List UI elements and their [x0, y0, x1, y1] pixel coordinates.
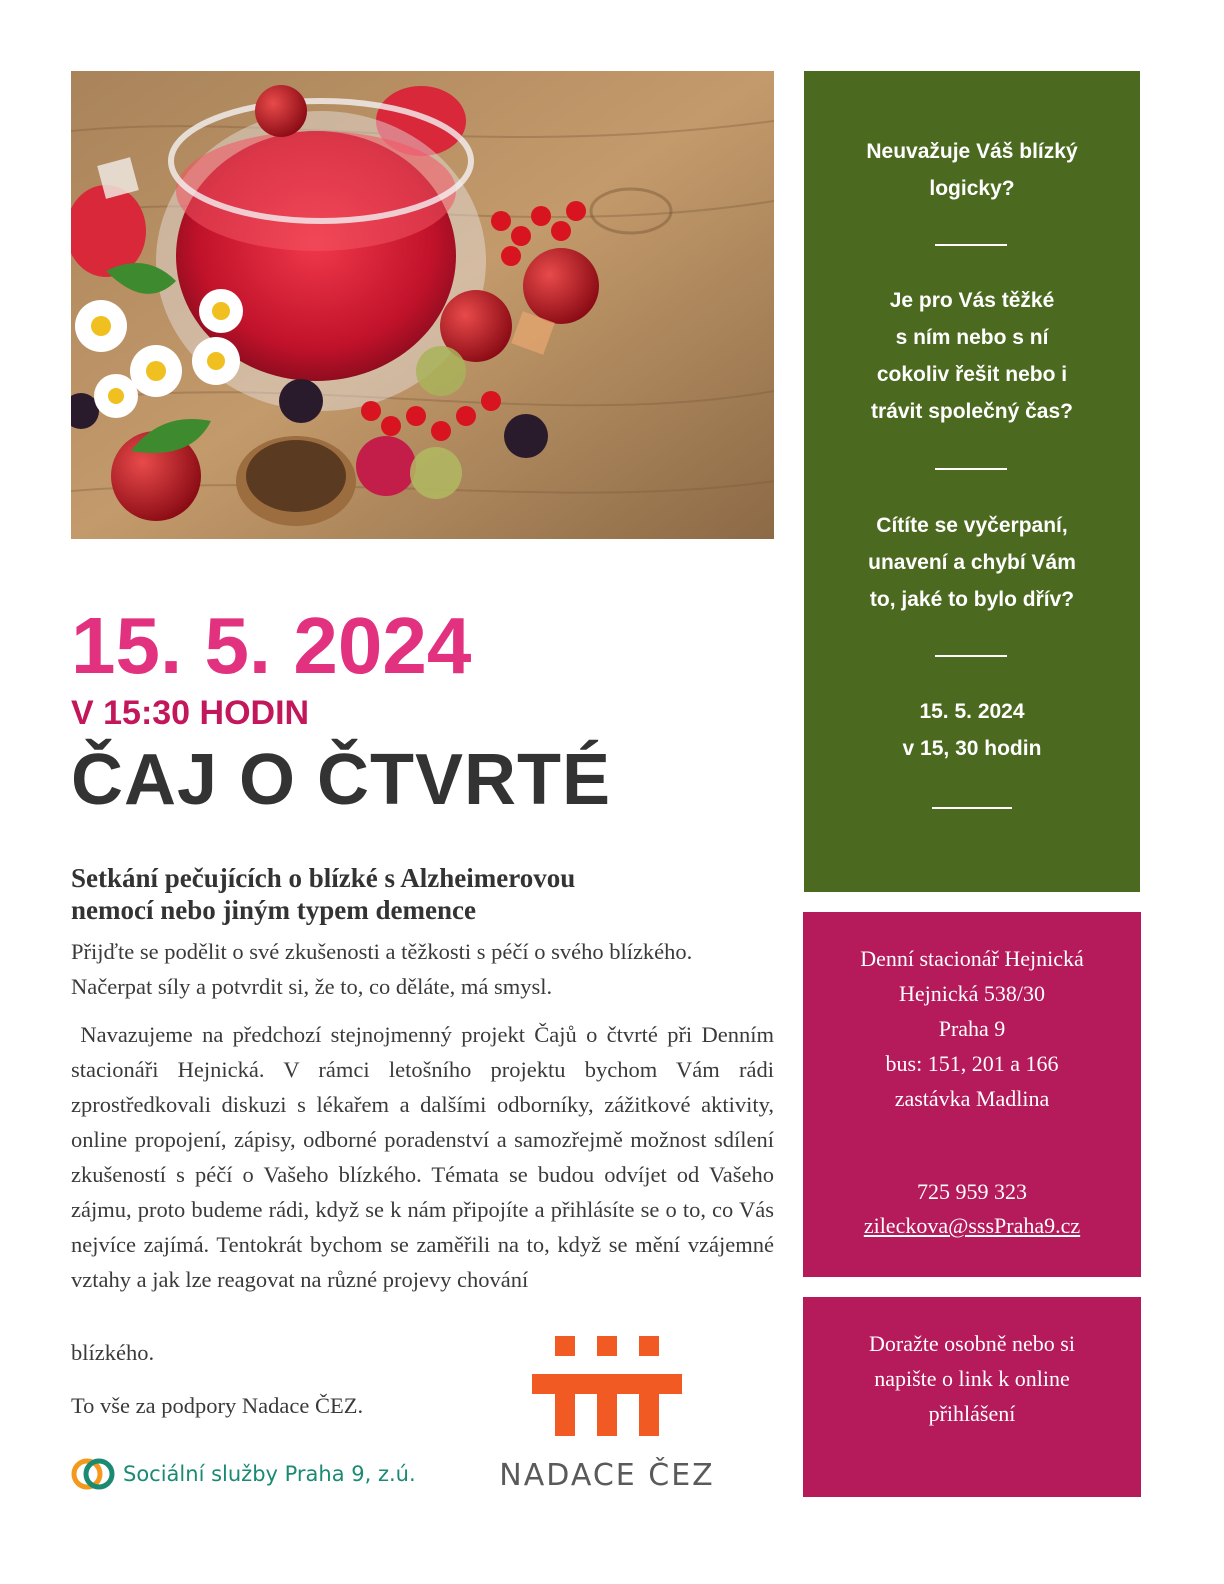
- question-2-line-4: trávit společný čas?: [871, 400, 1073, 423]
- venue-street: Hejnická 538/30: [898, 981, 1046, 1006]
- question-3-line-1: Cítíte se vyčerpaní,: [876, 514, 1068, 537]
- subtitle-line-2: nemocí nebo jiným typem demence: [71, 895, 476, 925]
- project-text: Navazujeme na předchozí stejnojmenný projekt Čajů o čtvrté při Denním stacionáři Hejnická. V rámci letošního projektu bychom Vám rádi zprostředkovali diskuzi s lékařem a dalšími odborníky, zážitkové aktivity, online propojení, zápisy, odborné poradenství a samozřejmě možnost sdílení zkušeností s péčí o Vašeho blízkého. Témata se budou odvíjet od Vašeho zájmu, proto budeme rádi, když se k nám připojíte a přihlásíte se o to, co Vás nejvíce zajímá. Tentokrát bychom se zaměřili na to, když se mění vzájemné vztahy a jak lze reagovat na různé projevy chování: [71, 1022, 780, 1292]
- project-paragraph: [71, 1017, 780, 1297]
- support-note: To vše za podpory Nadace ČEZ.: [71, 1393, 364, 1418]
- sspraha-rings-icon: [71, 1456, 115, 1492]
- email-link[interactable]: zileckova@sssPraha9.cz: [863, 1213, 1081, 1238]
- event-subtitle: [71, 862, 774, 926]
- divider: [935, 244, 1007, 246]
- panel-date-time: [804, 693, 1140, 767]
- question-3-line-3: to, jaké to bylo dřív?: [869, 588, 1075, 611]
- bus-lines: bus: 151, 201 a 166: [885, 1051, 1059, 1076]
- question-1-line-1: Neuvažuje Váš blízký: [866, 140, 1078, 163]
- question-3-line-2: unavení a chybí Vám: [868, 551, 1076, 574]
- intro-paragraph: [71, 934, 774, 1004]
- event-title: ČAJ O ČTVRTÉ: [71, 740, 612, 820]
- subtitle-line-1: Setkání pečujících o blízké s Alzheimerovou: [71, 863, 576, 893]
- project-paragraph-end: blízkého.: [71, 1340, 155, 1365]
- panel-date: 15. 5. 2024: [919, 700, 1025, 723]
- sspraha-name: Sociální služby Praha 9, z.ú.: [123, 1462, 416, 1486]
- cez-name: NADACE ČEZ: [499, 1458, 715, 1493]
- question-1: [804, 133, 1140, 207]
- divider: [932, 807, 1012, 809]
- cez-logo: [492, 1330, 722, 1500]
- question-2-line-2: s ním nebo s ní: [895, 326, 1049, 349]
- contact-panel: [803, 912, 1141, 1277]
- question-2-line-3: cokoliv řešit nebo i: [876, 363, 1068, 386]
- question-1-line-2: logicky?: [929, 177, 1015, 200]
- divider: [935, 655, 1007, 657]
- hero-image: [71, 71, 774, 539]
- question-2: [804, 282, 1140, 430]
- intro-line-1: Přijďte se podělit o své zkušenosti a těžkosti s péčí o svého blízkého.: [71, 939, 693, 964]
- join-panel: [803, 1297, 1141, 1497]
- join-line-1: Doražte osobně nebo si: [869, 1331, 1075, 1356]
- event-date: 15. 5. 2024: [71, 601, 472, 690]
- join-line-2: napište o link k online: [874, 1366, 1070, 1391]
- cez-symbol-icon: [492, 1330, 722, 1450]
- event-time: V 15:30 HODIN: [71, 694, 310, 732]
- divider: [935, 468, 1007, 470]
- panel-time: v 15, 30 hodin: [902, 737, 1042, 760]
- sspraha-logo: [71, 1454, 416, 1494]
- phone-number: 725 959 323: [917, 1179, 1027, 1204]
- email-row: [803, 1208, 1141, 1243]
- venue-city: Praha 9: [938, 1016, 1006, 1041]
- questions-panel: [804, 71, 1140, 892]
- question-3: [804, 507, 1140, 618]
- question-2-line-1: Je pro Vás těžké: [889, 289, 1055, 312]
- bus-stop: zastávka Madlina: [894, 1086, 1050, 1111]
- join-line-3: přihlášení: [928, 1401, 1016, 1426]
- venue-name: Denní stacionář Hejnická: [860, 946, 1084, 971]
- intro-line-2: Načerpat síly a potvrdit si, že to, co děláte, má smysl.: [71, 974, 553, 999]
